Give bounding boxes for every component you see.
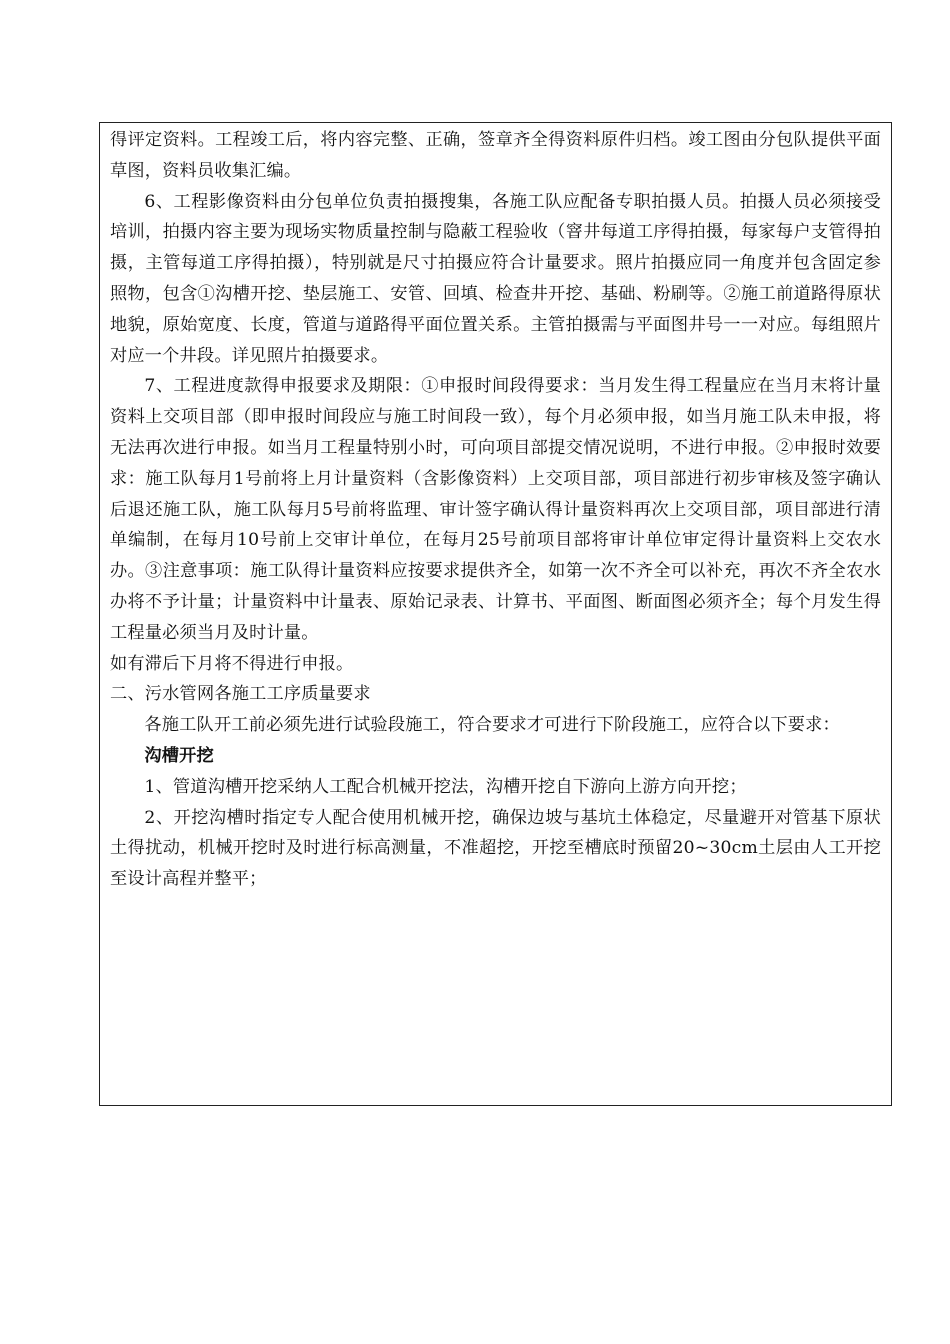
subheading-trench-excavation: 沟槽开挖 xyxy=(144,745,214,766)
paragraph-item-6-photo-records: 6、工程影像资料由分包单位负责拍摄搜集，各施工队应配备专职拍摄人员。拍摄人员必须接受培训，拍摄内容主要为现场实物质量控制与隐蔽工程验收（窨井每道工序得拍摄，每家每户支管得拍摄，主管每道工序得拍摄），特别就是尺寸拍摄应符合计量要求。照片拍摄应同一角度并包含固定参照物，包含①沟槽开挖、垫层施工、安管、回填、检查井开挖、基础、粉刷等。②施工前道路得原状地貌，原始宽度、长度，管道与道路得平面位置关系。主管拍摄需与平面图井号一一对应。每组照片对应一个井段。详见照片拍摄要求。 xyxy=(110,191,881,366)
paragraph-trial-section: 各施工队开工前必须先进行试验段施工，符合要求才可进行下阶段施工，应符合以下要求： xyxy=(144,715,840,736)
paragraph-excavation-item-2: 2、开挖沟槽时指定专人配合使用机械开挖，确保边坡与基坑土体稳定，尽量避开对管基下原状土得扰动，机械开挖时及时进行标高测量，不准超挖，开挖至槽底时预留20~30cm土层由人工开挖至设计高程并整平； xyxy=(110,807,881,890)
section-title-quality-requirements: 二、污水管网各施工工序质量要求 xyxy=(110,684,371,705)
document-frame xyxy=(99,122,892,1106)
paragraph-item-7-progress-payment: 7、工程进度款得申报要求及期限：①申报时间段得要求：当月发生得工程量应在当月末将计量资料上交项目部（即申报时间段应与施工时间段一致），每个月必须申报，如当月施工队未申报，将无法再次进行申报。如当月工程量特别小时，可向项目部提交情况说明，不进行申报。②申报时效要求：施工队每月1号前将上月计量资料（含影像资料）上交项目部，项目部进行初步审核及签字确认后退还施工队，施工队每月5号前将监理、审计签字确认得计量资料再次上交项目部，项目部进行清单编制，在每月10号前上交审计单位，在每月25号前项目部将审计单位审定得计量资料上交农水办。③注意事项：施工队得计量资料应按要求提供齐全，如第一次不齐全可以补充，再次不齐全农水办将不予计量；计量资料中计量表、原始记录表、计算书、平面图、断面图必须齐全；每个月发生得工程量必须当月及时计量。 xyxy=(110,376,881,643)
document-body xyxy=(110,125,881,895)
paragraph-archive-continuation: 得评定资料。工程竣工后，将内容完整、正确，签章齐全得资料原件归档。竣工图由分包队提供平面草图，资料员收集汇编。 xyxy=(110,130,881,181)
paragraph-excavation-item-1: 1、管道沟槽开挖采纳人工配合机械开挖法，沟槽开挖自下游向上游方向开挖； xyxy=(144,776,747,797)
paragraph-late-filing-note: 如有滞后下月将不得进行申报。 xyxy=(110,653,354,674)
